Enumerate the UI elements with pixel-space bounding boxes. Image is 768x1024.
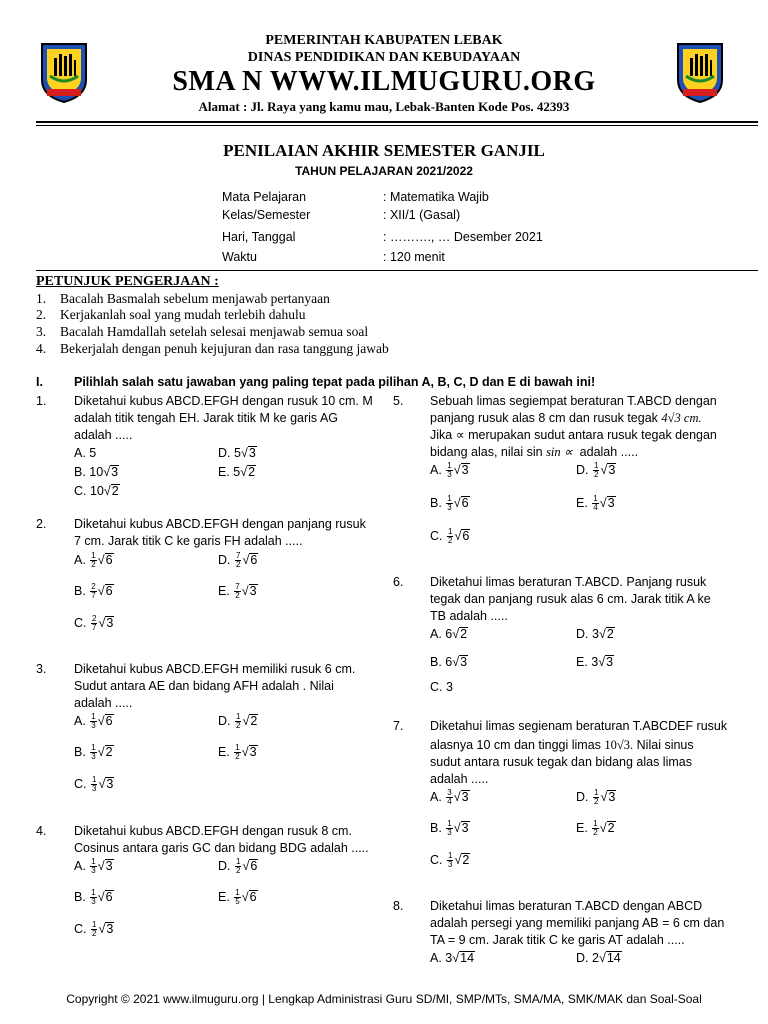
option-c[interactable]: C. 10√2 (74, 484, 119, 498)
option-e[interactable]: E. $\frac{7}{2}$ √3 (218, 582, 257, 600)
question-number: 2. (36, 517, 47, 531)
option-a[interactable]: A. 3√14 (430, 951, 475, 965)
question-text: Diketahui limas segienam beraturan T.ABCDEF rusuk alasnya 10 cm dan tinggi limas 10√3. Nilai sinus sudut antara rusuk tegak dan bidang alas limas adalah ..... (430, 719, 728, 786)
instruction-item: Bacalah Basmalah sebelum menjawab pertanyaan (60, 291, 330, 306)
option-b[interactable]: B. $\frac{1}{3}$ √6 (74, 888, 113, 906)
instruction-number: 4. (36, 341, 47, 356)
option-a[interactable]: A. $\frac{1}{2}$ √6 (74, 551, 113, 569)
instruction-item: Bekerjalah dengan penuh kejujuran dan rasa tanggung jawab (60, 341, 389, 356)
school-name: SMA N WWW.ILMUGURU.ORG (172, 66, 596, 97)
question-number: 8. (393, 899, 404, 913)
info-value: : XII/1 (Gasal) (383, 208, 461, 222)
info-label: Kelas/Semester (222, 208, 311, 222)
option-e[interactable]: E. $\frac{1}{5}$ √6 (218, 888, 257, 906)
department-name: DINAS PENDIDIKAN DAN KEBUDAYAAN (247, 50, 521, 65)
option-d[interactable]: D. $\frac{1}{2}$ √6 (218, 857, 258, 875)
option-b[interactable]: B. $\frac{1}{3}$ √3 (430, 819, 469, 837)
option-c[interactable]: C. $\frac{1}{3}$ √2 (430, 851, 470, 869)
math-expression: 4√3 cm. (661, 411, 702, 425)
question-text: Sebuah limas segiempat beraturan T.ABCD dengan panjang rusuk alas 8 cm dan rusuk tegak 4√3 cm. Jika ∝ merupakan sudut antara rusuk tegak dengan bidang alas, nilai sin sin ∝ adalah ..... (430, 394, 717, 459)
header-rule (36, 121, 758, 123)
option-c[interactable]: C. $\frac{1}{2}$ √3 (74, 920, 114, 938)
option-b[interactable]: B. 6√3 (430, 655, 468, 669)
option-e[interactable]: E. $\frac{1}{2}$ √3 (218, 743, 257, 761)
info-label: Hari, Tanggal (222, 230, 296, 244)
question-text: Diketahui kubus ABCD.EFGH dengan rusuk 8 cm. Cosinus antara garis GC dan bidang BDG adalah ..... (74, 824, 369, 855)
info-value: : 120 menit (383, 250, 445, 264)
option-b[interactable]: B. $\frac{1}{3}$ √6 (430, 494, 469, 512)
option-e[interactable]: E. $\frac{1}{4}$ √3 (576, 494, 615, 512)
option-c[interactable]: C. $\frac{1}{3}$ √3 (74, 775, 114, 793)
option-b[interactable]: B. 10√3 (74, 465, 119, 479)
instruction-number: 2. (36, 307, 47, 322)
option-b[interactable]: B. $\frac{2}{7}$ √6 (74, 582, 113, 600)
option-d[interactable]: D. $\frac{7}{2}$ √6 (218, 551, 258, 569)
option-a[interactable]: A. $\frac{1}{3}$ √3 (74, 857, 113, 875)
question-number: 3. (36, 662, 47, 676)
info-label: Waktu (222, 250, 257, 264)
option-a[interactable]: A. $\frac{3}{4}$ √3 (430, 788, 469, 806)
option-a[interactable]: A. 6√2 (430, 627, 468, 641)
info-rule (36, 270, 758, 271)
option-d[interactable]: D. $\frac{1}{2}$ √3 (576, 788, 616, 806)
exam-title: PENILAIAN AKHIR SEMESTER GANJIL (223, 141, 545, 160)
info-label: Mata Pelajaran (222, 190, 307, 204)
question-text: Diketahui kubus ABCD.EFGH dengan rusuk 10 cm. M adalah titik tengah EH. Jarak titik M ke garis AG adalah ..... (74, 394, 373, 442)
government-name: PEMERINTAH KABUPATEN LEBAK (265, 33, 503, 48)
math-expression: 10√3. (604, 738, 634, 752)
option-a[interactable]: A. $\frac{1}{3}$ √6 (74, 712, 113, 730)
option-b[interactable]: B. $\frac{1}{3}$ √2 (74, 743, 113, 761)
instruction-number: 1. (36, 291, 47, 306)
question-number: 1. (36, 394, 47, 408)
copyright-footer: Copyright © 2021 www.ilmuguru.org | Lengkap Administrasi Guru SD/MI, SMP/MTs, SMA/MA, SMK/MAK dan Soal-Soal (66, 992, 702, 1006)
option-d[interactable]: D. $\frac{1}{2}$ √2 (218, 712, 258, 730)
question-text: Diketahui limas beraturan T.ABCD. Panjang rusuk tegak dan panjang rusuk alas 6 cm. Jarak titik A ke TB adalah ..... (430, 575, 711, 623)
question-number: 4. (36, 824, 47, 838)
option-d[interactable]: D. 3√2 (576, 627, 614, 641)
option-e[interactable]: E. $\frac{1}{2}$ √2 (576, 819, 615, 837)
section-instruction: Pilihlah salah satu jawaban yang paling tepat pada pilihan A, B, C, D dan E di bawah ini! (74, 375, 596, 389)
option-d[interactable]: D. $\frac{1}{2}$ √3 (576, 461, 616, 479)
option-d[interactable]: D. 5√3 (218, 446, 256, 460)
option-c[interactable]: C. $\frac{1}{2}$ √6 (430, 527, 470, 545)
instruction-item: Kerjakanlah soal yang mudah terlebih dahulu (60, 307, 306, 322)
question-number: 7. (393, 719, 404, 733)
exam-year: TAHUN PELAJARAN 2021/2022 (295, 164, 473, 178)
option-c[interactable]: C. $\frac{2}{7}$ √3 (74, 614, 114, 632)
instructions-heading: PETUNJUK PENGERJAAN : (36, 274, 219, 289)
option-a[interactable]: A. $\frac{1}{3}$ √3 (430, 461, 469, 479)
question-number: 6. (393, 575, 404, 589)
option-e[interactable]: E. 5√2 (218, 465, 256, 479)
info-value: : Matematika Wajib (383, 190, 489, 204)
instruction-number: 3. (36, 324, 47, 339)
option-e[interactable]: E. 3√3 (576, 655, 614, 669)
instruction-item: Bacalah Hamdallah setelah selesai menjawab semua soal (60, 324, 369, 339)
school-address: Alamat : Jl. Raya yang kamu mau, Lebak-Banten Kode Pos. 42393 (198, 99, 570, 114)
question-text: Diketahui limas beraturan T.ABCD dengan ABCD adalah persegi yang memiliki panjang AB = 6 cm dan TA = 9 cm. Jarak titik C ke garis AT adalah ..... (430, 899, 725, 947)
option-a[interactable]: A. 5 (74, 446, 97, 460)
option-c[interactable]: C. 3 (430, 680, 453, 694)
question-text: Diketahui kubus ABCD.EFGH memiliki rusuk 6 cm. Sudut antara AE dan bidang AFH adalah . Nilai adalah ..... (74, 662, 356, 710)
header-rule-thin (36, 125, 758, 126)
question-text: Diketahui kubus ABCD.EFGH dengan panjang rusuk 7 cm. Jarak titik C ke garis FH adalah ..... (74, 517, 366, 548)
option-d[interactable]: D. 2√14 (576, 951, 621, 965)
info-value: : ………., … Desember 2021 (383, 230, 543, 244)
math-expression: sin ∝ (546, 445, 573, 459)
section-number: I. (36, 375, 43, 389)
question-number: 5. (393, 394, 404, 408)
